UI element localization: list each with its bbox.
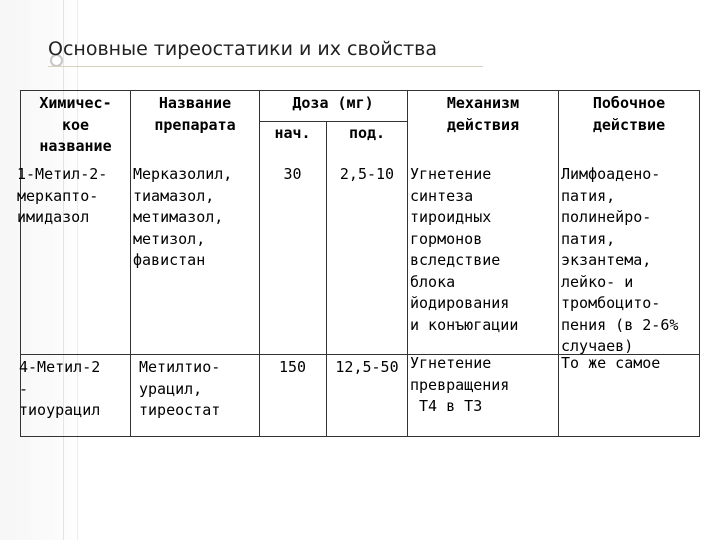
- row2-dose-initial: 150: [278, 358, 307, 376]
- row2-mechanism: Угнетение превращения Т4 в Т3: [410, 354, 510, 415]
- row2-dose-maintenance: 12,5-50: [335, 358, 399, 376]
- drugs-table: [17, 90, 700, 437]
- row2-chemical-name: 4-Метил-2 - тиоурацил: [19, 358, 101, 419]
- dose-header-divider: [259, 121, 407, 122]
- page-title: Основные тиреостатики и их свойства: [48, 38, 438, 60]
- row2-side-effects: То же самое: [561, 354, 661, 372]
- header-dose: Доза (мг): [292, 94, 374, 112]
- header-side-effects: Побочное действие: [592, 94, 666, 134]
- row1-chemical-name: 1-Метил-2- меркапто- имидазол: [17, 165, 108, 226]
- header-drug-name: Название препарата: [154, 94, 236, 134]
- title-underline: [48, 66, 483, 67]
- table-column-divider: [407, 91, 408, 436]
- header-dose-maintenance: под.: [348, 124, 386, 142]
- row1-side-effects: Лимфоадено- патия, полинейро- патия, экзантема, лейко- и тромбоцито- пения (в 2-6% случаев): [561, 165, 679, 355]
- row1-dose-initial: 30: [283, 165, 302, 183]
- row1-dose-maintenance: 2,5-10: [339, 165, 395, 183]
- table-column-divider: [558, 91, 559, 436]
- row1-mechanism: Угнетение синтеза тироидных гормонов вследствие блока йодирования и конъюгации: [410, 165, 519, 334]
- row1-drug-name: Мерказолил, тиамазол, метимазол, метизол, фавистан: [133, 165, 233, 269]
- header-mechanism: Механизм действия: [446, 94, 520, 134]
- header-chemical-name: Химичес- кое название: [39, 94, 112, 155]
- row2-drug-name: Метилтио- урацил, тиреостат: [139, 358, 221, 419]
- table-column-divider: [130, 91, 131, 436]
- header-dose-initial: нач.: [274, 124, 311, 142]
